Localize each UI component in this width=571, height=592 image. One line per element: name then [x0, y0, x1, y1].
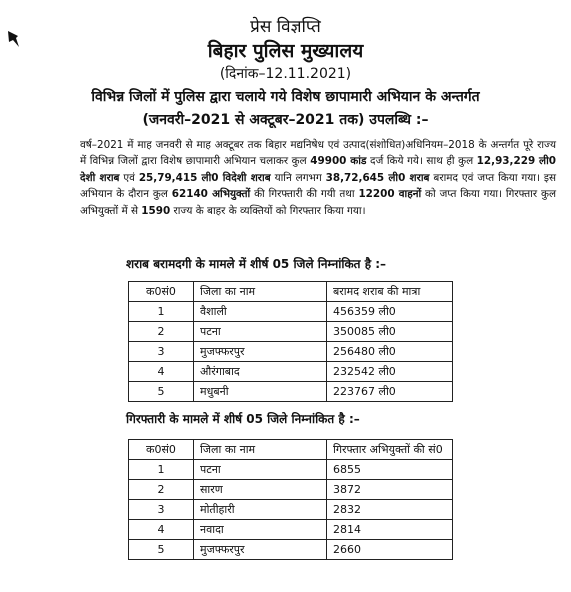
serial-cell: 3 [129, 342, 194, 362]
district-cell: मुजफ्फरपुर [194, 540, 327, 560]
district-cell: वैशाली [194, 302, 327, 322]
table-header-row [129, 282, 453, 302]
arrest-table [128, 439, 453, 560]
serial-cell: 4 [129, 520, 194, 540]
organization-name: बिहार पुलिस मुख्यालय [207, 40, 364, 62]
quantity-cell: 223767 ली0 [327, 382, 453, 402]
district-cell: मुजफ्फरपुर [194, 342, 327, 362]
district-cell: पटना [194, 460, 327, 480]
serial-cell: 1 [129, 302, 194, 322]
table-row [129, 342, 453, 362]
district-cell: पटना [194, 322, 327, 342]
arrest-count-cell: 2832 [327, 500, 453, 520]
district-cell: नवादा [194, 520, 327, 540]
table-row [129, 302, 453, 322]
district-cell: औरंगाबाद [194, 362, 327, 382]
period-line: (जनवरी–2021 से अक्टूबर–2021 तक) उपलब्धि :– [142, 112, 429, 128]
district-cell: मोतीहारी [194, 500, 327, 520]
serial-cell: 2 [129, 480, 194, 500]
table-row [129, 520, 453, 540]
table-row [129, 382, 453, 402]
arrest-count-cell: 3872 [327, 480, 453, 500]
subject-line: विभिन्न जिलों में पुलिस द्वारा चलाये गये विशेष छापामारी अभियान के अन्तर्गत [91, 89, 480, 105]
release-date: (दिनांक–12.11.2021) [219, 66, 352, 82]
header-cell: क0सं0 [129, 282, 194, 302]
table-row [129, 540, 453, 560]
table-row [129, 362, 453, 382]
quantity-cell: 456359 ली0 [327, 302, 453, 322]
header-cell: जिला का नाम [194, 440, 327, 460]
quantity-cell: 256480 ली0 [327, 342, 453, 362]
liquor-section-heading: शराब बरामदगी के मामले में शीर्ष 05 जिले निम्नांकित है :– [126, 257, 387, 271]
arrest-section-heading: गिरफ्तारी के मामले में शीर्ष 05 जिले निम्नांकित है :– [126, 412, 360, 426]
table-row [129, 500, 453, 520]
serial-cell: 1 [129, 460, 194, 480]
header-cell: गिरफ्तार अभियुक्तों की सं0 [327, 440, 453, 460]
arrest-count-cell: 6855 [327, 460, 453, 480]
serial-cell: 5 [129, 540, 194, 560]
district-cell: सारण [194, 480, 327, 500]
header-cell: क0सं0 [129, 440, 194, 460]
summary-paragraph: वर्ष–2021 में माह जनवरी से माह अक्टूबर तक बिहार मद्यनिषेध एवं उत्पाद(संशोधित)अधिनियम–2018 के अन्तर्गत पूरे राज्य में विभिन्न जिलों द्वारा विशेष छापामारी अभियान चलाकर कुल 49900 कांड दर्ज किये गये। साथ ही कुल 12,93,229 ली0 देशी शराब एवं 25,79,415 ली0 विदेशी शराब यानि लगभग 38,72,645 ली0 शराब बरामद एवं जप्त किया गया। इस अभियान के दौरान कुल 62140 अभियुक्तों की गिरफ्तारी की गयी तथा 12200 वाहनों को जप्त किया गया। गिरफ्तार कुल अभियुक्तों में से 1590 राज्य के बाहर के व्यक्तियों को गिरफ्तार किया गया। [80, 139, 557, 217]
table-row [129, 460, 453, 480]
table-header-row [129, 440, 453, 460]
header-cell: जिला का नाम [194, 282, 327, 302]
serial-cell: 5 [129, 382, 194, 402]
quantity-cell: 232542 ली0 [327, 362, 453, 382]
arrest-count-cell: 2660 [327, 540, 453, 560]
serial-cell: 3 [129, 500, 194, 520]
header-cell: बरामद शराब की मात्रा [327, 282, 453, 302]
table-row [129, 480, 453, 500]
district-cell: मधुबनी [194, 382, 327, 402]
arrest-count-cell: 2814 [327, 520, 453, 540]
liquor-recovery-table [128, 281, 453, 402]
serial-cell: 4 [129, 362, 194, 382]
table-row [129, 322, 453, 342]
quantity-cell: 350085 ली0 [327, 322, 453, 342]
serial-cell: 2 [129, 322, 194, 342]
press-release-title: प्रेस विज्ञप्ति [250, 17, 321, 37]
